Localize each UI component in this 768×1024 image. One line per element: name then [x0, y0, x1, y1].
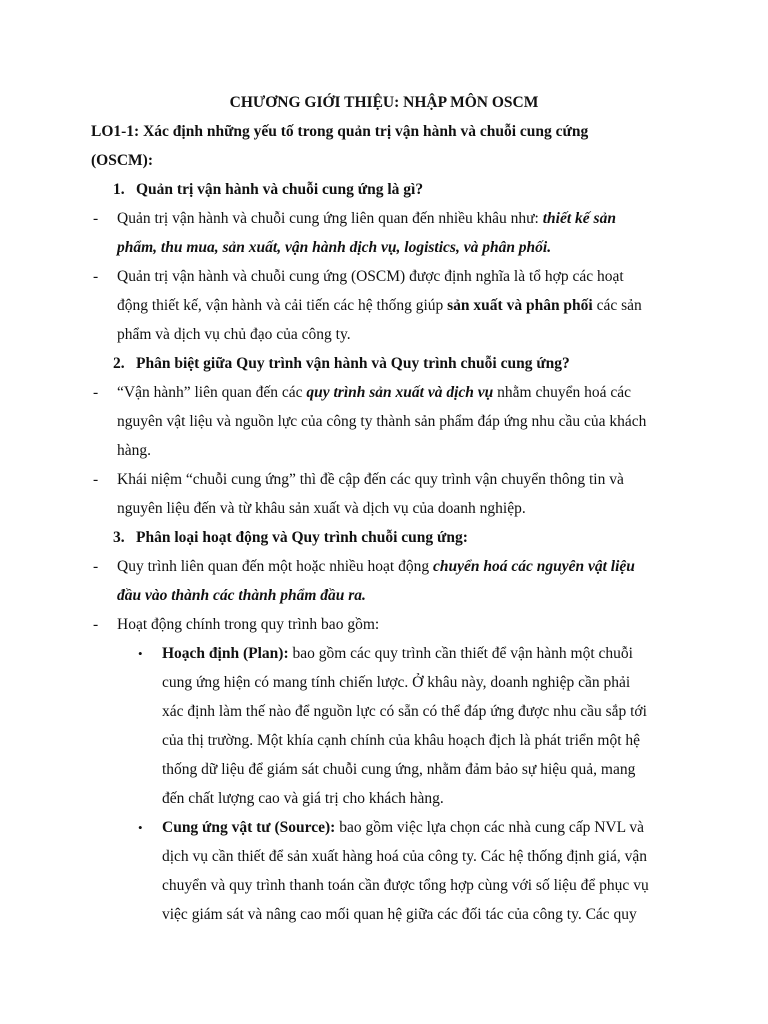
- bullet-marker: •: [138, 646, 143, 661]
- learning-objective-line-1: LO1-1: Xác định những yếu tố trong quản trị vận hành và chuỗi cung cứng: [91, 123, 589, 140]
- paragraph-2-line-3: phẩm và dịch vụ chủ đạo của công ty.: [117, 326, 351, 343]
- chapter-title: CHƯƠNG GIỚI THIỆU: NHẬP MÔN OSCM: [229, 94, 539, 111]
- emphasis-run: chuyển hoá các nguyên vật liệu: [432, 558, 635, 575]
- bullet-2-line-3: chuyển và quy trình thanh toán cần được tổng hợp cùng với số liệu để phục vụ: [162, 877, 649, 894]
- heading-3-number: 3.: [113, 529, 125, 546]
- paragraph-1-line-1: [117, 209, 616, 229]
- paragraph-3-line-1: [117, 383, 631, 403]
- text-run: động thiết kế, vận hành và cải tiến các hệ thống giúp: [117, 297, 448, 314]
- text-run: Quản trị vận hành và chuỗi cung ứng liên quan đến nhiều khâu như:: [117, 210, 543, 227]
- emphasis-run: quy trình sản xuất và dịch vụ: [306, 384, 494, 401]
- bold-run: Hoạch định (Plan):: [162, 645, 289, 662]
- text-run: nhằm chuyển hoá các: [493, 384, 631, 401]
- bullet-2-line-4: việc giám sát và nâng cao mối quan hệ giữa các đối tác của công ty. Các quy: [162, 906, 637, 923]
- bullet-marker: •: [138, 820, 143, 835]
- learning-objective-line-2: (OSCM):: [91, 152, 153, 169]
- bullet-1-line-3: xác định làm thế nào để nguồn lực có sẵn có thể đáp ứng được nhu cầu sắp tới: [162, 703, 647, 720]
- paragraph-4-line-2: nguyên liệu đến và từ khâu sản xuất và dịch vụ của doanh nghiệp.: [117, 500, 526, 517]
- heading-2-number: 2.: [113, 355, 125, 372]
- dash-marker: -: [93, 268, 99, 285]
- text-run: các sản: [592, 297, 642, 314]
- paragraph-2-line-1: Quản trị vận hành và chuỗi cung ứng (OSCM) được định nghĩa là tổ hợp các hoạt: [117, 268, 624, 285]
- paragraph-6-line-1: Hoạt động chính trong quy trình bao gồm:: [117, 616, 380, 633]
- text-run: bao gồm việc lựa chọn các nhà cung cấp NVL và: [335, 819, 644, 836]
- text-run: Quy trình liên quan đến một hoặc nhiều hoạt động: [117, 558, 433, 575]
- bullet-2-line-1: [162, 818, 644, 838]
- bold-run: sản xuất và phân phối: [447, 297, 593, 314]
- bullet-1-line-1: [162, 644, 633, 664]
- heading-1-number: 1.: [113, 181, 125, 198]
- bullet-1-line-4: của thị trường. Một khía cạnh chính của khâu hoạch địch là phát triển một hệ: [162, 732, 641, 749]
- paragraph-3-line-3: hàng.: [117, 442, 152, 459]
- heading-3: Phân loại hoạt động và Quy trình chuỗi cung ứng:: [136, 529, 468, 546]
- bullet-2-line-2: dịch vụ cần thiết để sản xuất hàng hoá của công ty. Các hệ thống định giá, vận: [162, 848, 647, 865]
- paragraph-5-line-1: [117, 557, 635, 577]
- paragraph-3-line-2: nguyên vật liệu và nguồn lực của công ty thành sản phẩm đáp ứng nhu cầu của khách: [117, 413, 647, 430]
- paragraph-4-line-1: Khái niệm “chuỗi cung ứng” thì đề cập đến các quy trình vận chuyển thông tin và: [117, 471, 624, 488]
- text-run: bao gồm các quy trình cần thiết để vận hành một chuỗi: [288, 645, 633, 662]
- dash-marker: -: [93, 384, 99, 401]
- bullet-1-line-6: đến chất lượng cao và giá trị cho khách hàng.: [162, 790, 444, 807]
- bold-run: Cung ứng vật tư (Source):: [162, 819, 336, 836]
- bullet-1-line-2: cung ứng hiện có mang tính chiến lược. Ở khâu này, doanh nghiệp cần phải: [162, 674, 631, 691]
- paragraph-1-line-2: phẩm, thu mua, sản xuất, vận hành dịch vụ, logistics, và phân phối.: [117, 239, 552, 256]
- dash-marker: -: [93, 616, 99, 633]
- heading-1: Quản trị vận hành và chuỗi cung ứng là gì?: [136, 181, 424, 198]
- text-run: “Vận hành” liên quan đến các: [117, 384, 307, 401]
- dash-marker: -: [93, 471, 99, 488]
- paragraph-2-line-2: [117, 296, 642, 316]
- dash-marker: -: [93, 558, 99, 575]
- bullet-1-line-5: thống dữ liệu để giám sát chuỗi cung ứng, nhằm đảm bảo sự hiệu quả, mang: [162, 761, 636, 778]
- paragraph-5-line-2: đầu vào thành các thành phẩm đầu ra.: [117, 587, 366, 604]
- dash-marker: -: [93, 210, 99, 227]
- emphasis-run: thiết kế sản: [542, 210, 616, 227]
- heading-2: Phân biệt giữa Quy trình vận hành và Quy trình chuỗi cung ứng?: [136, 355, 570, 372]
